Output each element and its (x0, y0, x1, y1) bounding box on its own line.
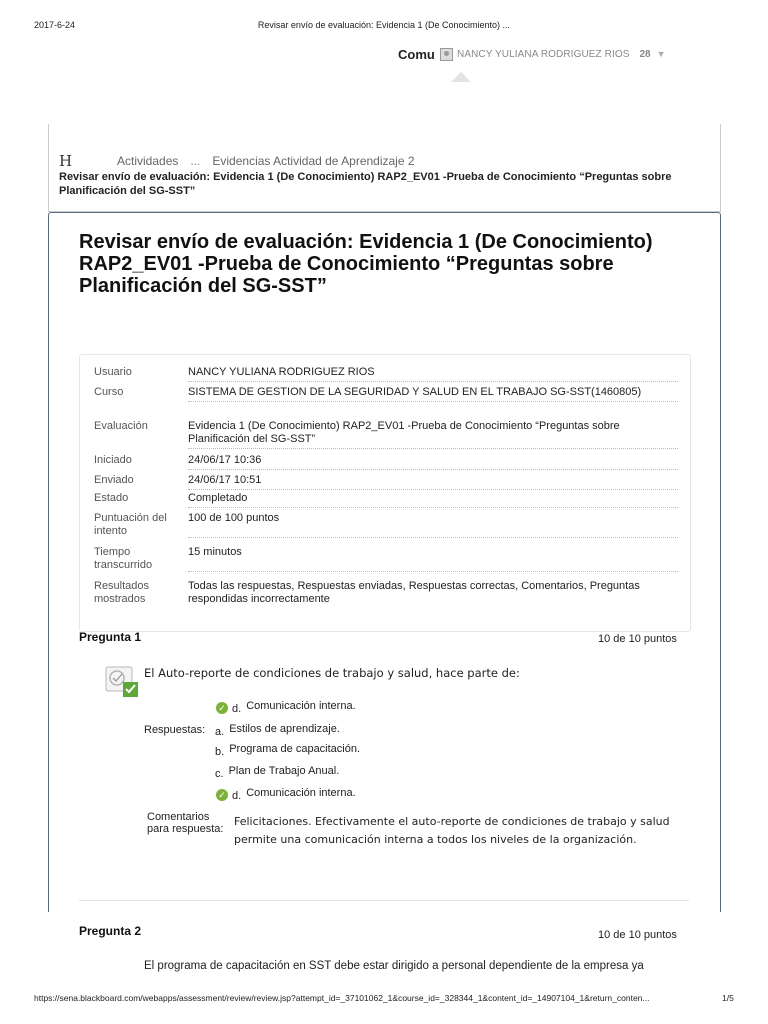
question-divider (79, 900, 689, 901)
print-date: 2017-6-24 (34, 20, 76, 30)
breadcrumb-item-evidencias[interactable]: Evidencias Actividad de Aprendizaje 2 (212, 154, 415, 168)
menu-caret-icon (451, 72, 471, 82)
info-value: 24/06/17 10:51 (188, 474, 678, 490)
info-row-curso (94, 386, 678, 402)
comment-text (234, 813, 694, 849)
answer-text: Estilos de aprendizaje. (229, 723, 340, 735)
answer-option-b (215, 743, 361, 758)
user-menu[interactable] (440, 48, 666, 61)
print-page-title: Revisar envío de evaluación: Evidencia 1 (De Conocimiento) ... (257, 20, 511, 30)
info-value: 24/06/17 10:36 (188, 454, 678, 470)
print-footer-url: https://sena.blackboard.com/webapps/assessment/review/review.jsp?attempt_id=_37101062_1&course_id=_328344_1&content_id=_14907104_1&return_conten... (34, 993, 650, 1003)
answer-letter: d. (232, 703, 242, 715)
question-2-text: El programa de capacitación en SST debe estar dirigido a personal dependiente de la empresa ya (144, 960, 644, 972)
chevron-down-icon[interactable]: ▼ (656, 49, 666, 59)
info-row-usuario (94, 366, 678, 382)
info-value: SISTEMA DE GESTION DE LA SEGURIDAD Y SALUD EN EL TRABAJO SG-SST(1460805) (188, 386, 678, 402)
answer-option-c (215, 765, 340, 780)
info-row-puntuacion (94, 512, 678, 538)
print-footer-page: 1/5 (722, 993, 734, 1003)
comment-line: permite una comunicación interna a todos los niveles de la organización. (234, 833, 637, 846)
answer-text: Programa de capacitación. (229, 743, 361, 755)
check-icon: ✓ (216, 702, 228, 714)
info-row-iniciado (94, 454, 678, 470)
notification-count-badge[interactable]: 28 (639, 48, 651, 60)
answer-letter: a. (215, 726, 225, 738)
info-label: Resultados mostrados (94, 580, 150, 605)
breadcrumb-ellipsis[interactable]: ... (190, 154, 201, 168)
user-name[interactable]: NANCY YULIANA RODRIGUEZ RIOS (457, 48, 630, 60)
question-1-heading: Pregunta 1 (79, 630, 142, 644)
info-row-estado (94, 492, 678, 508)
correct-answer-icon (105, 665, 138, 697)
info-label: Estado (94, 492, 129, 504)
info-row-resultados (94, 580, 678, 608)
info-row-enviado (94, 474, 678, 490)
info-value: Todas las respuestas, Respuestas enviadas, Respuestas correctas, Comentarios, Preguntas respondidas incorrectamente (188, 580, 640, 605)
info-label: Puntuación del intento (94, 512, 167, 537)
info-label: Evaluación (94, 420, 148, 432)
info-label: Tiempo transcurrido (94, 546, 153, 571)
selected-answer (216, 700, 356, 715)
answer-text: Plan de Trabajo Anual. (228, 765, 340, 777)
avatar-icon (440, 48, 453, 61)
info-row-tiempo (94, 546, 678, 572)
info-value: Completado (188, 492, 678, 508)
question-2-heading: Pregunta 2 (79, 924, 142, 938)
info-label: Iniciado (94, 454, 132, 466)
comment-label: Comentarios para respuesta: (147, 811, 224, 835)
check-icon: ✓ (216, 789, 228, 801)
global-nav (398, 44, 666, 64)
home-link[interactable]: H (59, 152, 73, 170)
answers-label: Respuestas: (144, 724, 206, 736)
answer-letter: d. (232, 790, 242, 802)
answer-letter: b. (215, 746, 225, 758)
page-title: Revisar envío de evaluación: Evidencia 1 (De Conocimiento) RAP2_EV01 -Prueba de Conocimiento “Preguntas sobre Planificación del SG-SST” (79, 231, 653, 297)
breadcrumb-area (48, 124, 721, 212)
info-row-evaluacion (94, 420, 678, 449)
info-label: Curso (94, 386, 124, 398)
question-1-points: 10 de 10 puntos (598, 633, 677, 645)
answer-text: Comunicación interna. (246, 700, 356, 712)
breadcrumb-current: Revisar envío de evaluación: Evidencia 1 (De Conocimiento) RAP2_EV01 -Prueba de Conocimiento “Preguntas sobre Planificación del SG-SST” (59, 171, 672, 197)
global-nav-partial-label[interactable]: Comu (398, 46, 435, 62)
info-value: NANCY YULIANA RODRIGUEZ RIOS (188, 366, 678, 382)
attempt-info-box (79, 354, 691, 632)
question-2-points: 10 de 10 puntos (598, 929, 677, 941)
breadcrumb-item-actividades[interactable]: Actividades (117, 154, 179, 168)
answer-text: Comunicación interna. (246, 787, 356, 799)
content-panel (48, 212, 721, 912)
breadcrumb (59, 152, 415, 170)
info-value: 100 de 100 puntos (188, 512, 678, 538)
answer-option-a (215, 723, 340, 738)
info-label: Usuario (94, 366, 132, 378)
question-1-text: El Auto-reporte de condiciones de trabajo y salud, hace parte de: (144, 666, 520, 680)
info-label: Enviado (94, 474, 134, 486)
info-value: 15 minutos (188, 546, 678, 572)
answer-option-d (216, 787, 356, 802)
info-value: Evidencia 1 (De Conocimiento) RAP2_EV01 -Prueba de Conocimiento “Preguntas sobre Planificación del SG-SST” (188, 420, 678, 449)
comment-line: Felicitaciones. Efectivamente el auto-reporte de condiciones de trabajo y salud (234, 815, 670, 828)
answer-letter: c. (215, 768, 224, 780)
